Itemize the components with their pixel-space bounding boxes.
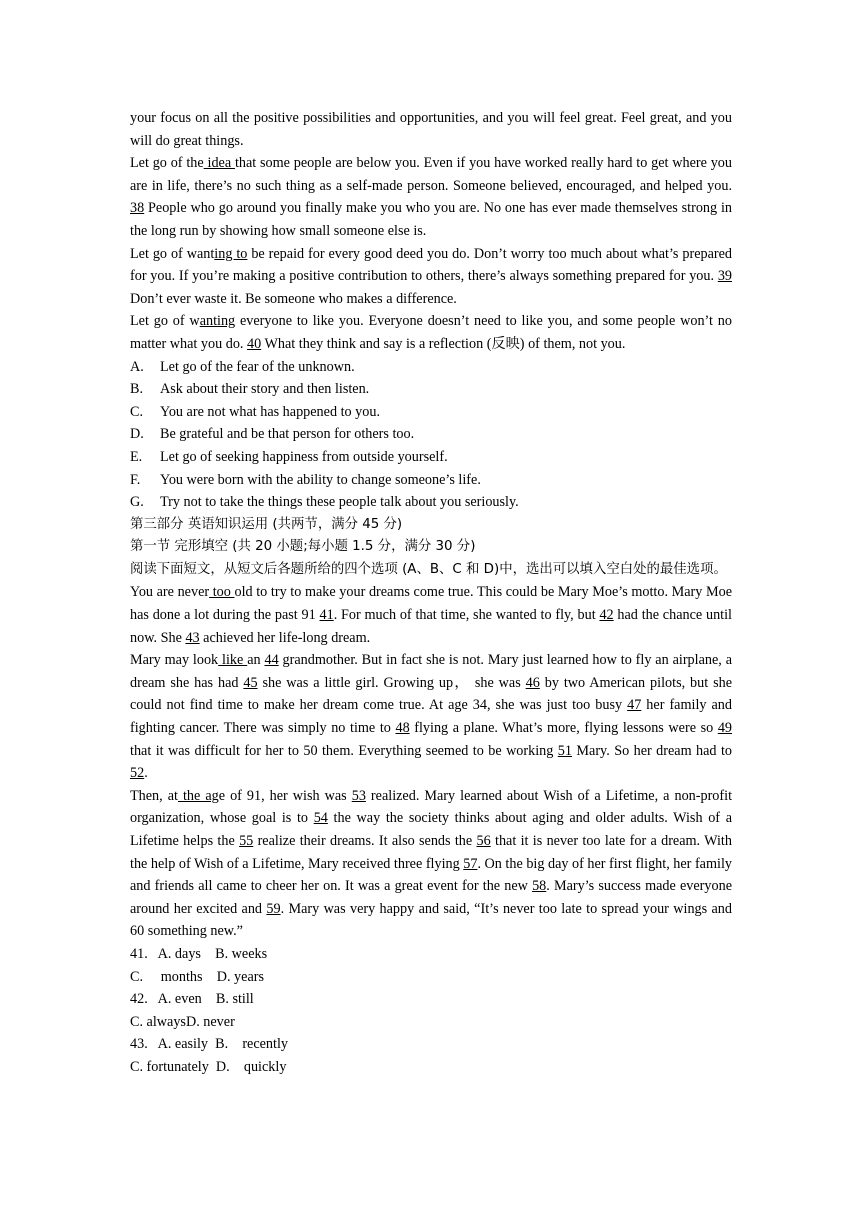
- cloze-paragraph-1: You are never too old to try to make your dreams come true. This could be Mary Moe’s motto. Mary Moe has done a lot during the past 91 41. For much of that time, she wanted to fly, but 42 had the chance until now. She 43 achieved her life-long dream.: [130, 584, 732, 646]
- blank-42: 42: [599, 607, 614, 624]
- question-line: C. alwaysD. never: [130, 1013, 235, 1030]
- blank-53: 53: [351, 787, 366, 804]
- blank-51: 51: [557, 742, 572, 759]
- blank-43: 43: [185, 629, 200, 646]
- blank-44: 44: [264, 652, 279, 669]
- option-item: D. Be grateful and be that person for others too.: [130, 426, 415, 443]
- blank-52: 52: [130, 765, 145, 782]
- option-item: G. Try not to take the things these people talk about you seriously.: [130, 494, 519, 511]
- question-line: C. fortunately D. quickly: [130, 1058, 287, 1075]
- blank-39: 39: [717, 268, 732, 285]
- question-line: 43. A. easily B. recently: [130, 1036, 289, 1053]
- subsection-heading: 第一节 完形填空 (共 20 小题;每小题 1.5 分，满分 30 分): [130, 539, 476, 555]
- cloze-paragraph-3: Then, at the age of 91, her wish was 53 realized. Mary learned about Wish of a Lifetime, a non-profit organization, whose goal is to 54 the way the society thinks about aging and older adults. Wish of a Lifetime helps the 55 realize their dreams. It also sends the 56 that it is never too late for a dream. With the help of Wish of a Lifetime, Mary received three flying 57. On the big day of her first flight, her family and friends all came to cheer her on. It was a great event for the new 58. Mary’s success made everyone around her excited and 59. Mary was very happy and said, “It’s never too late to spread your wings and 60 something new.”: [130, 787, 733, 940]
- passage-paragraph-4: Let go of wanting everyone to like you. Everyone doesn’t need to like you, and some people won’t no matter what you do. 40 What they think and say is a reflection (反映) of them, not you.: [130, 313, 732, 352]
- instructions: 阅读下面短文，从短文后各题所给的四个选项 (A、B、C 和 D)中，选出可以填入空白处的最佳选项。: [130, 561, 727, 577]
- question-list: [130, 943, 732, 1079]
- blank-58: 58: [532, 878, 547, 895]
- blank-57: 57: [463, 855, 478, 872]
- blank-49: 49: [717, 720, 732, 737]
- blank-59: 59: [266, 900, 281, 917]
- blank-54: 54: [313, 810, 328, 827]
- blank-55: 55: [239, 833, 254, 849]
- blank-48: 48: [395, 720, 410, 737]
- option-item: B. Ask about their story and then listen.: [130, 381, 370, 398]
- passage-paragraph-2: Let go of the idea that some people are below you. Even if you have worked really hard to get where you are in life, there’s no such thing as a self-made person. Someone believed, encouraged, and helped you. 38 People who go around you finally make you who you are. No one has ever made themselves strong in the long run by showing how small someone else is.: [130, 155, 732, 239]
- section-heading: 第三部分 英语知识运用 (共两节，满分 45 分): [130, 516, 403, 532]
- blank-38: 38: [130, 200, 145, 217]
- option-item: C. You are not what has happened to you.: [130, 403, 381, 420]
- question-line: 42. A. even B. still: [130, 991, 254, 1008]
- document-page: [130, 107, 732, 1079]
- blank-41: 41: [319, 607, 334, 624]
- passage-paragraph-3: Let go of wanting to be repaid for every good deed you do. Don’t worry too much about what’s prepared for you. If you’re making a positive contribution to others, there’s always something prepared for you. 39 Don’t ever waste it. Be someone who makes a difference.: [130, 245, 732, 307]
- question-line: C. months D. years: [130, 968, 264, 985]
- cloze-paragraph-2: Mary may look like an 44 grandmother. But in fact she is not. Mary just learned how to fly an airplane, a dream she has had 45 she was a little girl. Growing up， she was 46 by two American pilots, but she could not find time to make her dream come true. At age 34, she was just too busy 47 her family and fighting cancer. There was simply no time to 48 flying a plane. What’s more, flying lessons were so 49 that it was difficult for her to 50 them. Everything seemed to be working 51 Mary. So her dream had to 52.: [130, 652, 732, 782]
- option-item: E. Let go of seeking happiness from outside yourself.: [130, 448, 448, 465]
- blank-56: 56: [476, 833, 491, 849]
- blank-40: 40: [247, 335, 262, 352]
- option-item: F. You were born with the ability to change someone’s life.: [130, 471, 481, 488]
- option-item: A. Let go of the fear of the unknown.: [130, 358, 355, 375]
- passage-paragraph-1: your focus on all the positive possibilities and opportunities, and you will feel great. Feel great, and you will do great things.: [130, 110, 732, 149]
- option-list: [130, 356, 732, 514]
- blank-45: 45: [243, 674, 258, 691]
- blank-47: 47: [627, 697, 642, 714]
- blank-46: 46: [525, 674, 540, 691]
- question-line: 41. A. days B. weeks: [130, 945, 268, 962]
